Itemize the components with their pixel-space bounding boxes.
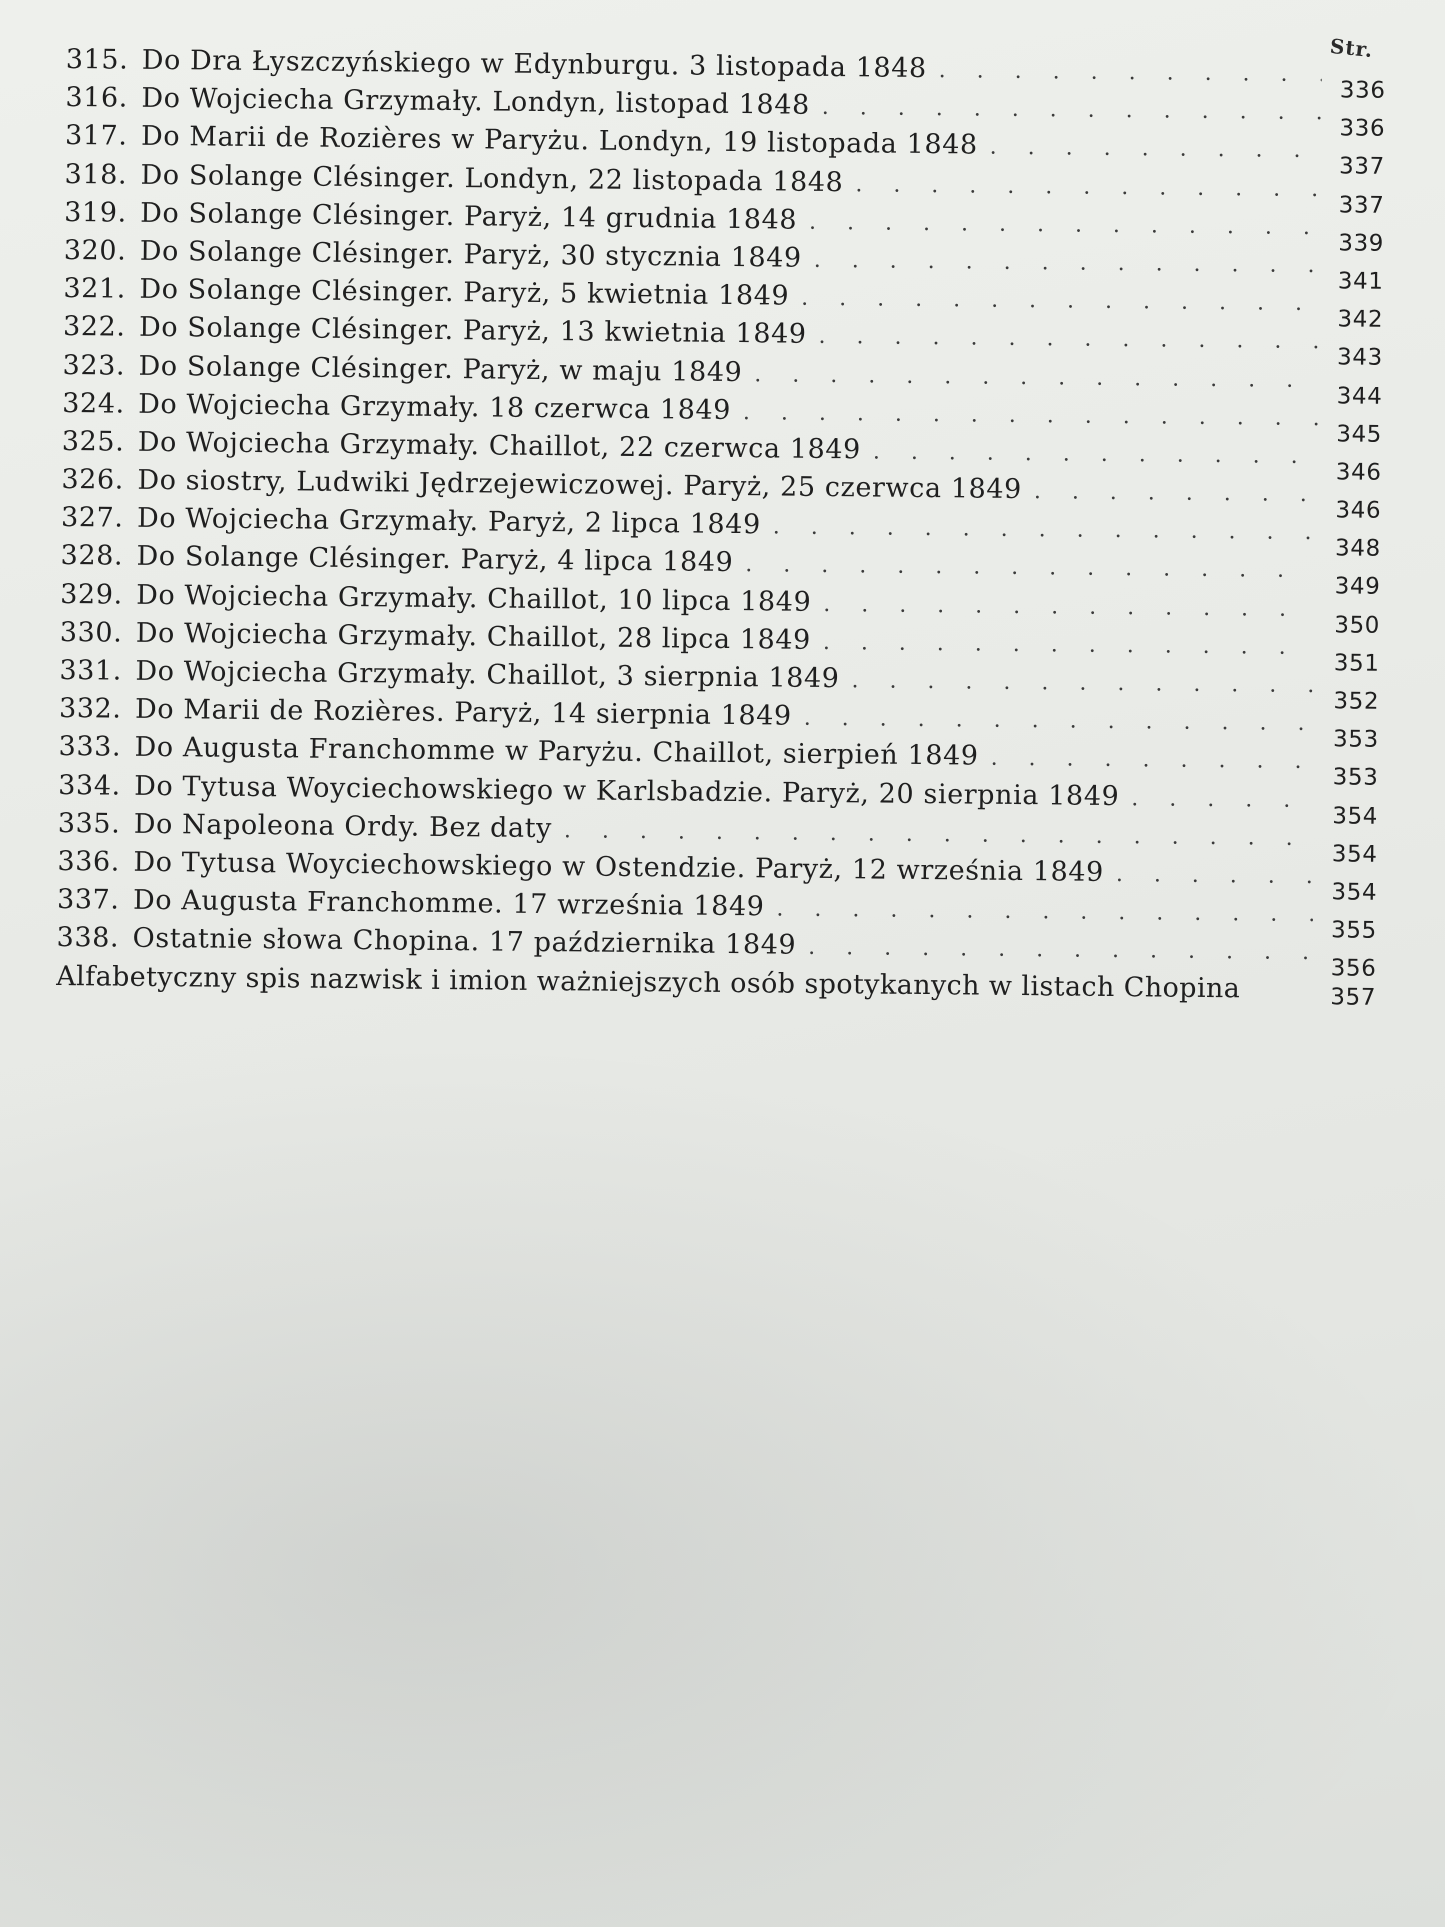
entry-number: 316.: [65, 82, 129, 114]
entry-page-number: 354: [1331, 841, 1378, 868]
entry-page-number: 357: [1330, 983, 1377, 1011]
leader-dots: [564, 818, 1314, 851]
entry-page-number: 353: [1332, 726, 1379, 753]
entry-number: 337.: [56, 884, 120, 916]
entry-page-number: 353: [1332, 764, 1379, 792]
leader-dots: [1131, 786, 1314, 813]
entry-title: Alfabetyczny spis nazwisk i imion ważniejszych osób spotykanych w listach Chopina: [56, 960, 1241, 1004]
leader-dots: [823, 630, 1316, 660]
entry-page-number: 337: [1338, 191, 1385, 219]
leader-dots: [990, 135, 1321, 163]
entry-number: 317.: [64, 120, 128, 153]
entry-page-number: 336: [1339, 115, 1386, 143]
entry-number: 332.: [58, 693, 122, 725]
entry-page-number: 352: [1333, 688, 1380, 715]
entry-title: Do Augusta Franchomme w Paryżu. Chaillot, sierpień 1849: [134, 732, 979, 772]
entry-title: Do siostry, Ludwiki Jędrzejewiczowej. Paryż, 25 czerwca 1849: [137, 464, 1023, 506]
leader-dots: [776, 897, 1313, 928]
entry-number: 322.: [62, 311, 126, 343]
entry-number: 321.: [63, 273, 127, 305]
entry-number: 335.: [57, 807, 121, 840]
entry-number: 326.: [61, 464, 125, 496]
entry-title: Do Solange Clésinger. Paryż, 13 kwietnia 1849: [138, 312, 807, 351]
entry-page-number: 336: [1339, 77, 1386, 104]
entry-number: 328.: [60, 540, 124, 573]
leader-dots: [822, 95, 1322, 125]
leader-dots: [773, 515, 1317, 546]
entry-number: 318.: [64, 158, 128, 191]
leader-dots: [814, 248, 1320, 278]
entry-title: Do Tytusa Woyciechowskiego w Ostendzie. Paryż, 12 września 1849: [133, 846, 1105, 888]
entry-page-number: 356: [1330, 955, 1377, 983]
entry-page-number: 343: [1336, 344, 1383, 372]
entry-number: 334.: [58, 769, 121, 802]
entry-number: 315.: [65, 44, 129, 76]
entry-title: Do Wojciecha Grzymały. Paryż, 2 lipca 1849: [136, 503, 761, 541]
leader-dots: [873, 439, 1318, 469]
leader-dots: [743, 400, 1318, 431]
leader-dots: [855, 172, 1320, 202]
entry-title: Do Solange Clésinger. Paryż, 14 grudnia 1848: [140, 197, 798, 236]
entry-title: Do Solange Clésinger. Londyn, 22 listopada 1848: [140, 159, 844, 198]
entry-number: 327.: [60, 502, 124, 534]
entry-page-number: 341: [1337, 268, 1384, 295]
entry-page-number: 354: [1331, 879, 1378, 906]
entry-page-number: 346: [1335, 459, 1382, 486]
entry-page-number: 348: [1334, 535, 1381, 563]
leader-dots: [804, 706, 1315, 736]
entry-title: Do Wojciecha Grzymały. Chaillot, 22 czerwca 1849: [137, 426, 862, 466]
leader-dots: [939, 58, 1322, 87]
entry-title: Do Dra Łyszczyńskiego w Edynburgu. 3 listopada 1848: [141, 44, 927, 85]
leader-dots: [801, 286, 1319, 316]
entry-page-number: 349: [1334, 573, 1381, 601]
leader-dots: [1116, 862, 1314, 889]
leader-dots: [1034, 479, 1318, 507]
table-of-contents: [56, 44, 1386, 1012]
leader-dots: [818, 324, 1319, 354]
entry-page-number: 346: [1335, 497, 1382, 524]
entry-page-number: 344: [1336, 382, 1383, 410]
entry-title: Do Napoleona Ordy. Bez daty: [133, 808, 553, 844]
entry-page-number: 337: [1338, 153, 1385, 181]
entry-number: 331.: [59, 654, 123, 687]
leader-dots: [851, 668, 1315, 698]
entry-number: 329.: [60, 578, 123, 611]
entry-title: Do Solange Clésinger. Paryż, 4 lipca 1849: [136, 541, 734, 579]
entry-title: Do Marii de Rozières. Paryż, 14 sierpnia 1849: [134, 693, 792, 732]
entry-number: 325.: [61, 425, 125, 458]
entry-title: Do Tytusa Woyciechowskiego w Karlsbadzie. Paryż, 20 sierpnia 1849: [134, 770, 1120, 812]
entry-number: 333.: [58, 731, 122, 763]
entry-title: Do Wojciecha Grzymały. Londyn, listopad 1848: [141, 82, 811, 121]
entry-number: 319.: [64, 196, 127, 229]
page-column-label: Str.: [1328, 33, 1375, 63]
leader-dots: [823, 592, 1316, 622]
entry-number: 324.: [62, 387, 125, 420]
entry-title: Do Marii de Rozières w Paryżu. Londyn, 19 listopada 1848: [140, 121, 978, 161]
leader-dots: [809, 210, 1320, 240]
entry-number: 336.: [57, 845, 121, 878]
entry-page-number: 351: [1333, 650, 1380, 677]
entry-title: Do Wojciecha Grzymały. Chaillot, 3 sierpnia 1849: [135, 655, 840, 695]
leader-dots: [808, 935, 1313, 965]
entry-page-number: 345: [1336, 421, 1383, 448]
entry-page-number: 355: [1330, 917, 1377, 944]
leader-dots: [745, 553, 1316, 584]
leader-dots: [990, 746, 1314, 774]
entry-page-number: 342: [1337, 306, 1384, 333]
entry-title: Ostatnie słowa Chopina. 17 października 1849: [132, 923, 797, 962]
entry-number: 320.: [63, 234, 127, 267]
entry-title: Do Wojciecha Grzymały. Chaillot, 10 lipca 1849: [136, 579, 812, 618]
entry-title: Do Wojciecha Grzymały. Chaillot, 28 lipca 1849: [135, 617, 812, 656]
entry-title: Do Augusta Franchomme. 17 września 1849: [132, 884, 765, 923]
entry-title: Do Solange Clésinger. Paryż, 30 stycznia 1849: [139, 235, 802, 274]
entry-page-number: 354: [1332, 802, 1379, 830]
leader-dots: [754, 362, 1318, 393]
entry-title: Do Solange Clésinger. Paryż, 5 kwietnia 1849: [139, 273, 790, 312]
entry-page-number: 350: [1334, 611, 1381, 639]
entry-number: 323.: [62, 349, 126, 382]
entry-page-number: 339: [1338, 230, 1385, 257]
entry-title: Do Solange Clésinger. Paryż, w maju 1849: [138, 350, 743, 388]
entry-number: 330.: [59, 616, 123, 649]
entry-title: Do Wojciecha Grzymały. 18 czerwca 1849: [138, 388, 732, 426]
entry-number: 338.: [56, 922, 120, 954]
